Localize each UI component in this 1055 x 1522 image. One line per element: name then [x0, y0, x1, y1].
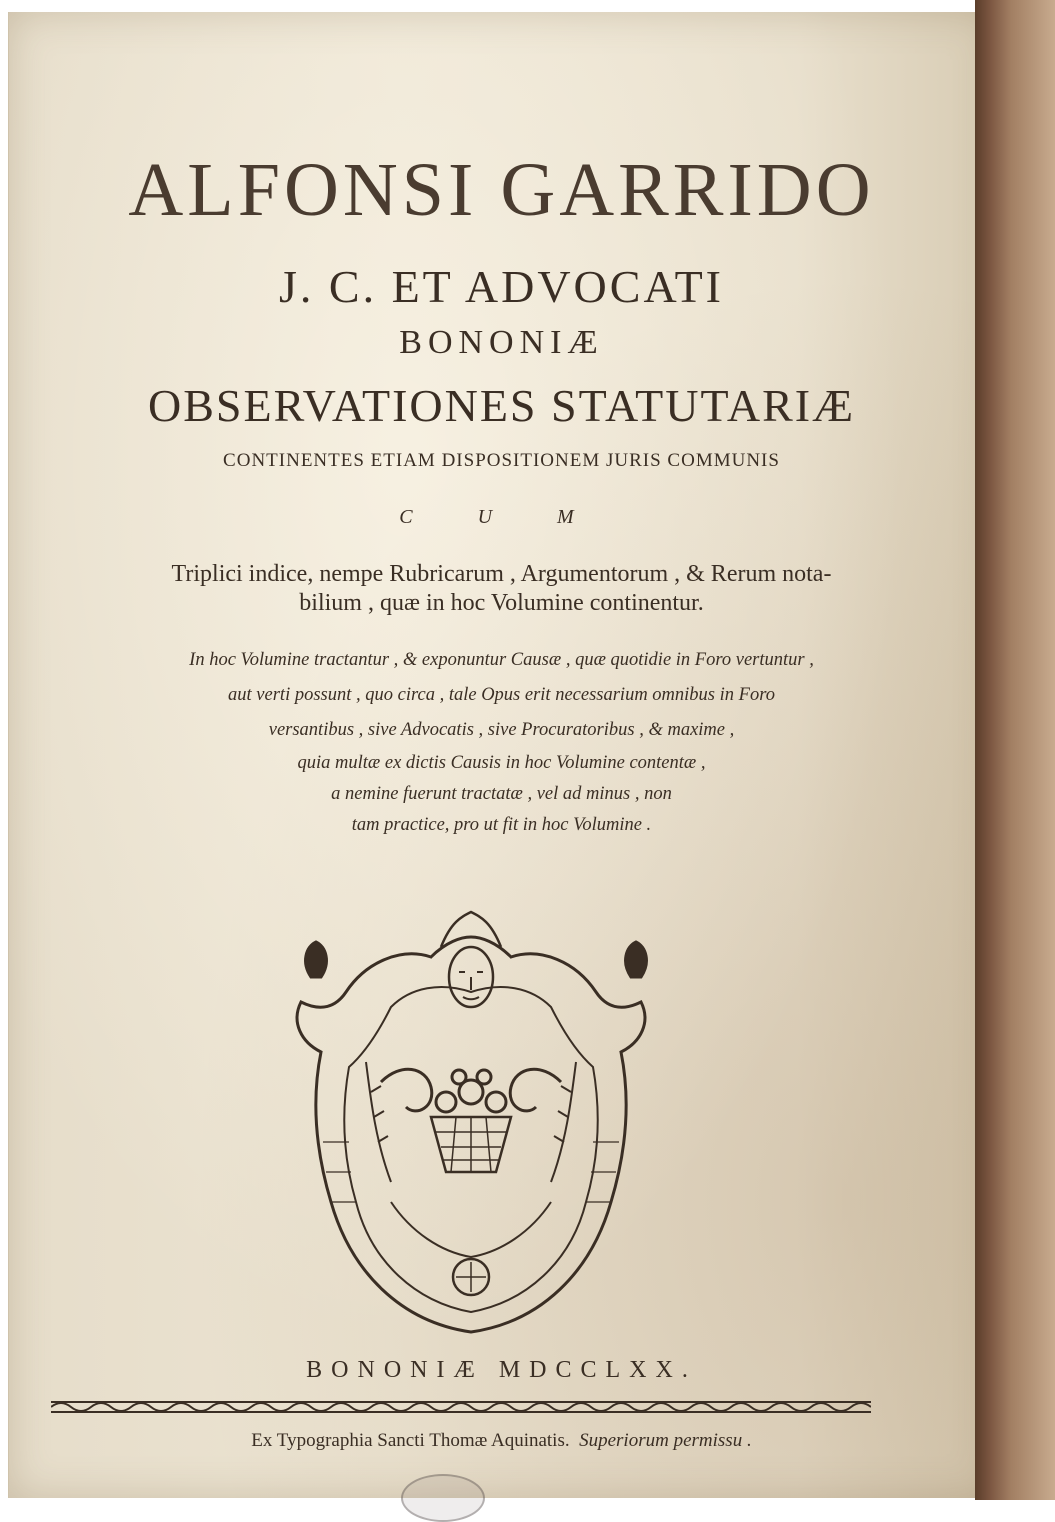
- title-page: [8, 12, 994, 1498]
- italic-line-3: versantibus , sive Advocatis , sive Procuratoribus , & maxime ,: [268, 720, 735, 740]
- permission-text: Superiorum permissu .: [579, 1430, 752, 1451]
- author-title-line: J. C. ET ADVOCATI: [278, 261, 724, 312]
- imprint-printer-line: [9, 1430, 994, 1452]
- italic-line-2: aut verti possunt , quo circa , tale Opus erit necessarium omnibus in Foro: [228, 685, 775, 705]
- imprint-city-year: BONONIÆ MDCCLXX.: [306, 1357, 697, 1383]
- italic-line-4: quia multæ ex dictis Causis in hoc Volumine contentæ ,: [297, 753, 706, 773]
- author-city-line: BONONIÆ: [399, 324, 604, 361]
- italic-line-1: In hoc Volumine tractantur , & exponuntur Causæ , quæ quotidie in Foro vertuntur ,: [189, 650, 814, 670]
- italic-line-6: tam practice, pro ut fit in hoc Volumine .: [351, 815, 652, 835]
- italic-line-5: a nemine fuerunt tractatæ , vel ad minus , non: [331, 784, 672, 804]
- book-title: ALFONSI GARRIDO: [128, 148, 875, 232]
- description-line-2: bilium , quæ in hoc Volumine continentur.: [299, 590, 704, 616]
- work-title: OBSERVATIONES STATUTARIÆ: [147, 380, 855, 431]
- cum-heading: C U M: [399, 506, 604, 528]
- book-spine-edge: [975, 0, 1055, 1500]
- printers-ornament-icon: [271, 902, 671, 1342]
- description-line-1: Triplici indice, nempe Rubricarum , Argumentorum , & Rerum nota-: [171, 561, 832, 587]
- decorative-rule-icon: [51, 1396, 871, 1418]
- printer-name: Ex Typographia Sancti Thomæ Aquinatis.: [251, 1430, 570, 1451]
- library-stamp-icon: [401, 1474, 485, 1522]
- work-subtitle: CONTINENTES ETIAM DISPOSITIONEM JURIS COMMUNIS: [223, 450, 780, 471]
